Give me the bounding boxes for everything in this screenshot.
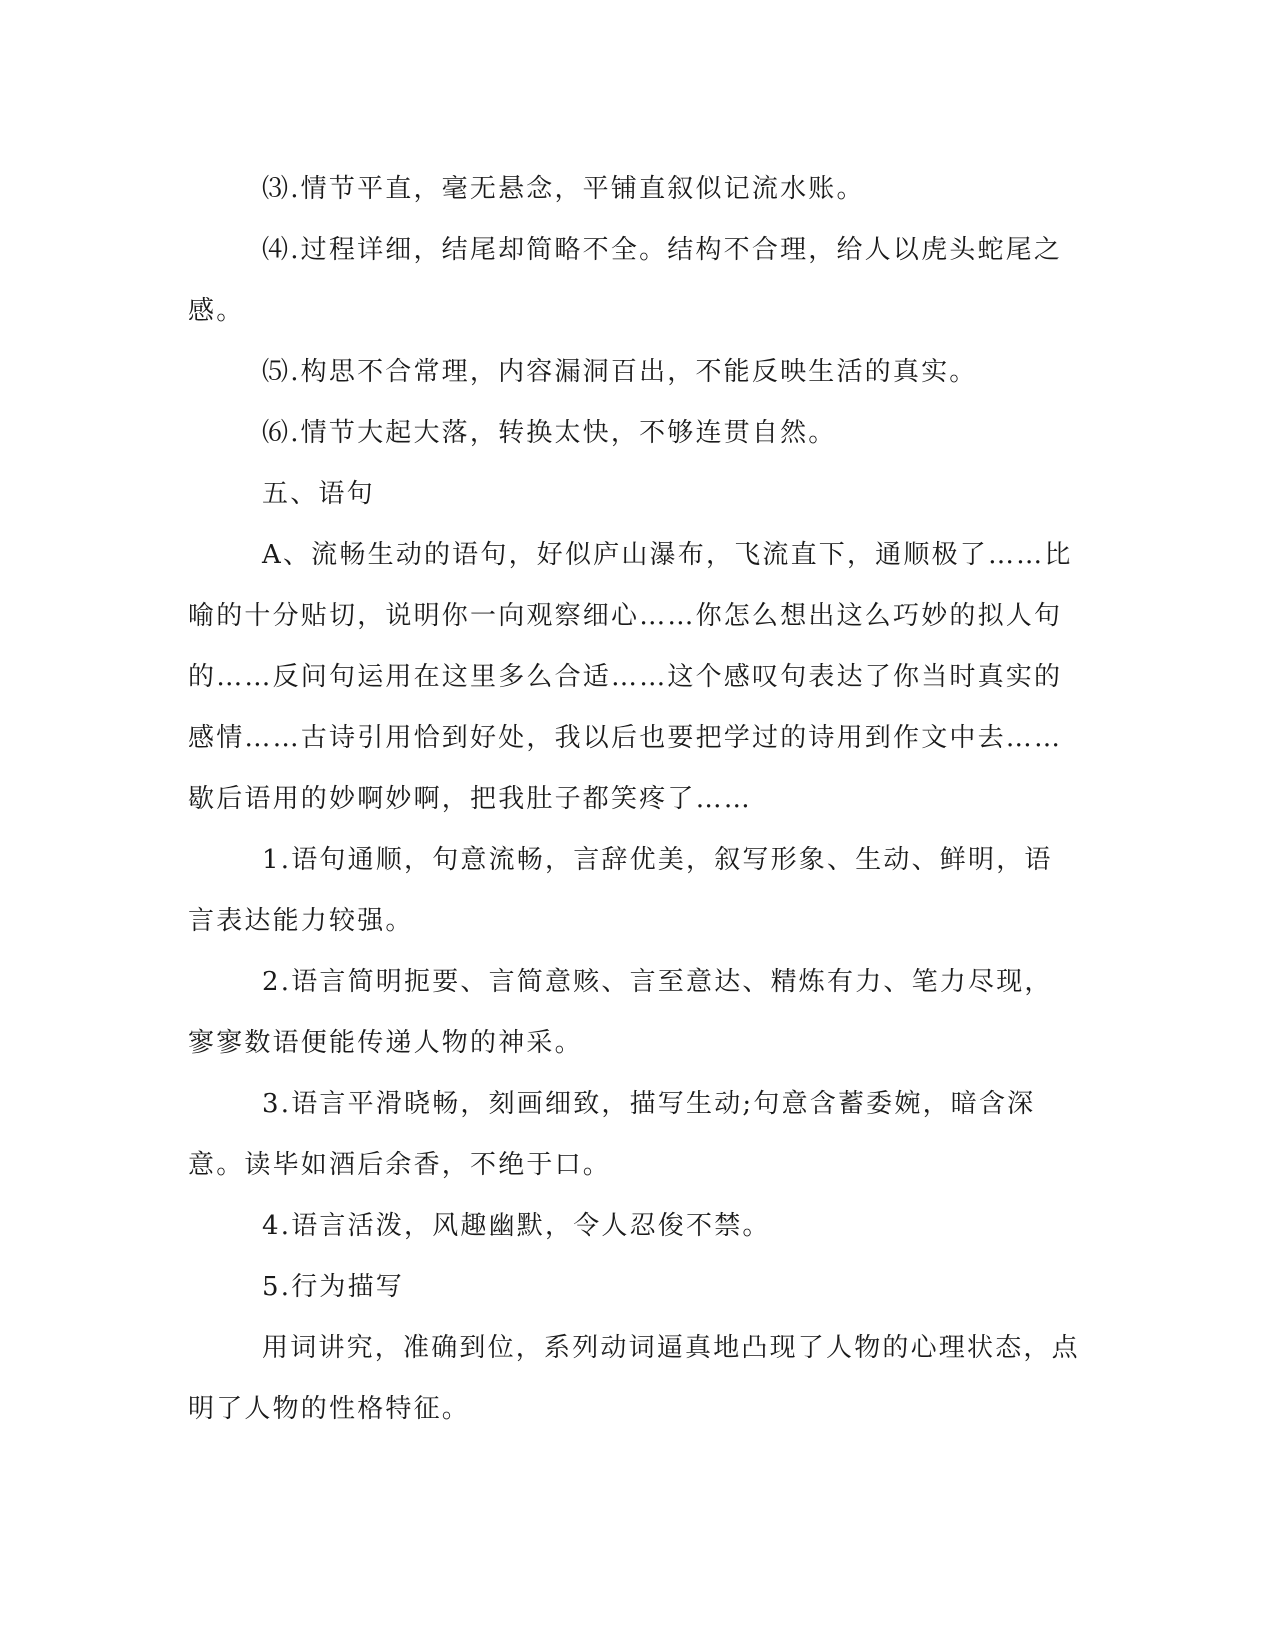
- document-body: [188, 159, 1080, 1440]
- paragraph-item-5: ⑸.构思不合常理，内容漏洞百出，不能反映生活的真实。: [262, 357, 978, 387]
- paragraph-item-4: ⑷.过程详细，结尾却简略不全。结构不合理，给人以虎头蛇尾之感。: [188, 235, 1063, 326]
- paragraph-item-3: ⑶.情节平直，毫无悬念，平铺直叙似记流水账。: [262, 174, 865, 204]
- section-heading-sentences: 五、语句: [262, 479, 375, 509]
- paragraph-point-2: 2.语言简明扼要、言简意赅、言至意达、精炼有力、笔力尽现，寥寥数语便能传递人物的神采。: [188, 967, 1053, 1058]
- paragraph-point-3: 3.语言平滑晓畅，刻画细致，描写生动;句意含蓄委婉，暗含深意。读毕如酒后余香，不绝于口。: [188, 1089, 1036, 1180]
- paragraph-item-6: ⑹.情节大起大落，转换太快，不够连贯自然。: [262, 418, 837, 448]
- paragraph-point-1: 1.语句通顺，句意流畅，言辞优美，叙写形象、生动、鲜明，语言表达能力较强。: [188, 845, 1053, 936]
- paragraph-point-4: 4.语言活泼，风趣幽默，令人忍俊不禁。: [262, 1211, 771, 1241]
- paragraph-sentence-examples: A、流畅生动的语句，好似庐山瀑布，飞流直下，通顺极了……比喻的十分贴切，说明你一向观察细心……你怎么想出这么巧妙的拟人句的……反问句运用在这里多么合适……这个感叹句表达了你当时真实的感情……古诗引用恰到好处，我以后也要把学过的诗用到作文中去……歇后语用的妙啊妙啊，把我肚子都笑疼了……: [188, 540, 1073, 814]
- paragraph-point-5-heading: 5.行为描写: [262, 1272, 405, 1302]
- paragraph-behavior-description: 用词讲究，准确到位，系列动词逼真地凸现了人物的心理状态，点明了人物的性格特征。: [188, 1333, 1080, 1424]
